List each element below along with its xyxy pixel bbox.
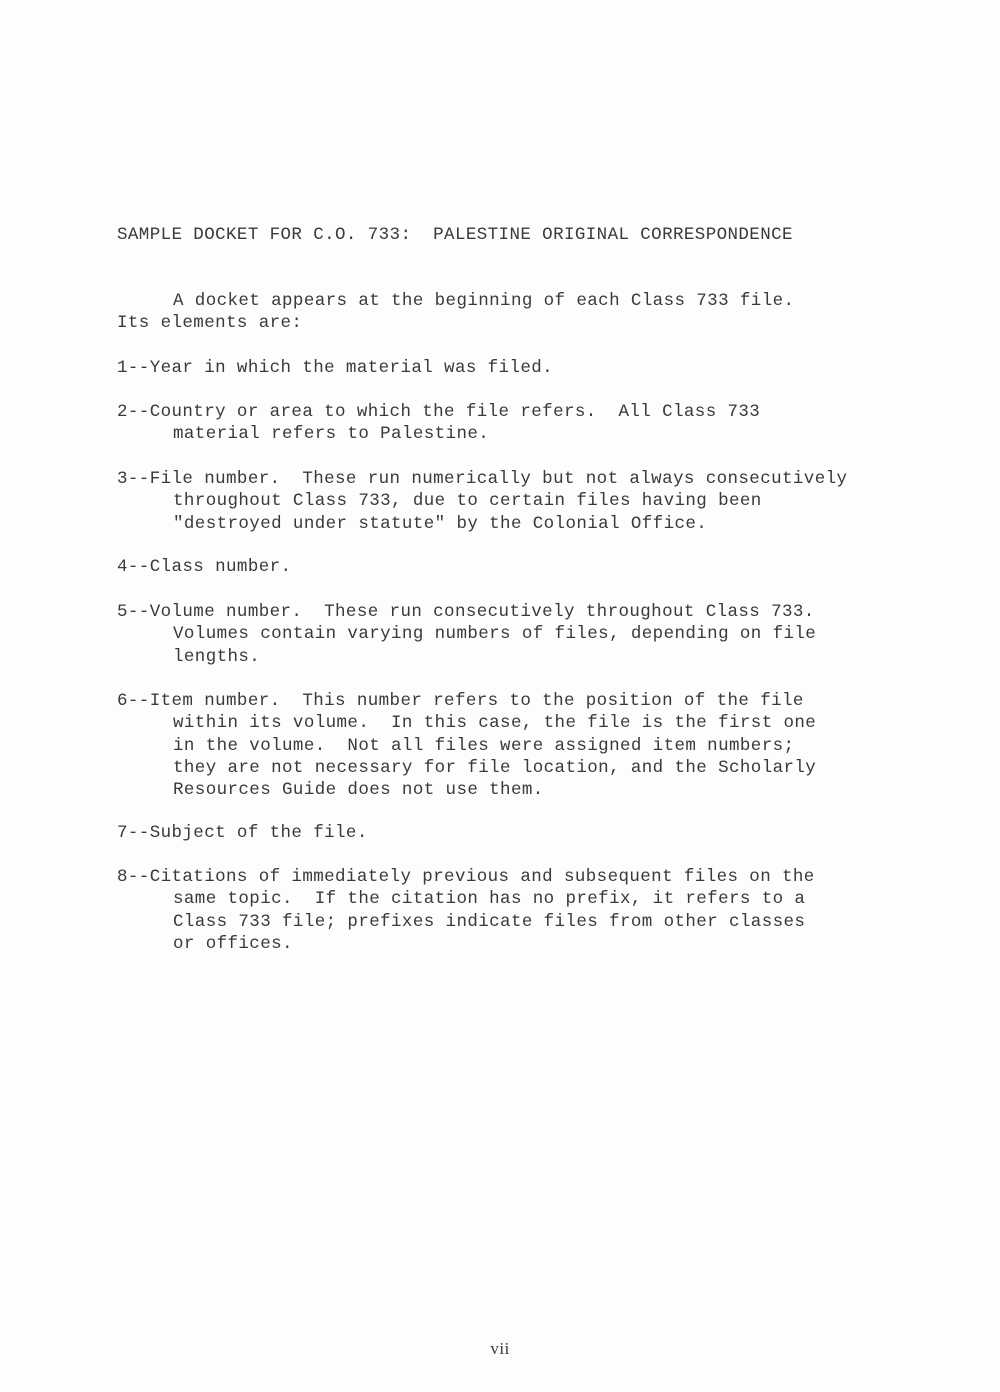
docket-element-line: Resources Guide does not use them. bbox=[173, 780, 544, 801]
docket-element-line: 5--Volume number. These run consecutively throughout Class 733. bbox=[117, 602, 815, 622]
docket-element-5 bbox=[117, 601, 816, 668]
intro-line-1: A docket appears at the beginning of each Class 733 file. bbox=[173, 291, 795, 311]
docket-element-line: 3--File number. These run numerically but not always consecutively bbox=[117, 469, 848, 489]
page-title: SAMPLE DOCKET FOR C.O. 733: PALESTINE ORIGINAL CORRESPONDENCE bbox=[117, 225, 793, 245]
docket-element-line: 8--Citations of immediately previous and subsequent files on the bbox=[117, 867, 815, 887]
docket-element-6 bbox=[117, 690, 816, 801]
docket-element-line: "destroyed under statute" by the Colonial Office. bbox=[173, 513, 708, 534]
docket-element-3 bbox=[117, 468, 847, 535]
docket-element-1 bbox=[117, 357, 553, 379]
docket-element-line: 4--Class number. bbox=[117, 557, 292, 577]
docket-element-line: 6--Item number. This number refers to the position of the file bbox=[117, 691, 804, 711]
docket-element-line: material refers to Palestine. bbox=[173, 424, 490, 445]
docket-element-line: throughout Class 733, due to certain files having been bbox=[173, 491, 762, 512]
docket-element-line: lengths. bbox=[173, 646, 261, 667]
docket-element-line: they are not necessary for file location, and the Scholarly bbox=[173, 757, 817, 778]
docket-element-7 bbox=[117, 822, 368, 844]
page-number: vii bbox=[490, 1339, 510, 1358]
docket-element-line: or offices. bbox=[173, 933, 293, 954]
docket-element-line: Class 733 file; prefixes indicate files from other classes bbox=[173, 911, 806, 932]
docket-element-line: 1--Year in which the material was filed. bbox=[117, 358, 554, 378]
intro-paragraph bbox=[117, 290, 794, 335]
docket-element-line: 7--Subject of the file. bbox=[117, 823, 368, 843]
docket-element-line: in the volume. Not all files were assigned item numbers; bbox=[173, 735, 795, 756]
docket-element-line: Volumes contain varying numbers of files, depending on file bbox=[173, 624, 817, 645]
docket-element-line: same topic. If the citation has no prefix, it refers to a bbox=[173, 889, 806, 910]
docket-element-line: within its volume. In this case, the file is the first one bbox=[173, 713, 817, 734]
docket-element-4 bbox=[117, 556, 291, 578]
docket-element-line: 2--Country or area to which the file refers. All Class 733 bbox=[117, 402, 761, 422]
intro-line-2: Its elements are: bbox=[117, 313, 303, 334]
docket-element-8 bbox=[117, 866, 815, 955]
docket-element-2 bbox=[117, 401, 760, 446]
